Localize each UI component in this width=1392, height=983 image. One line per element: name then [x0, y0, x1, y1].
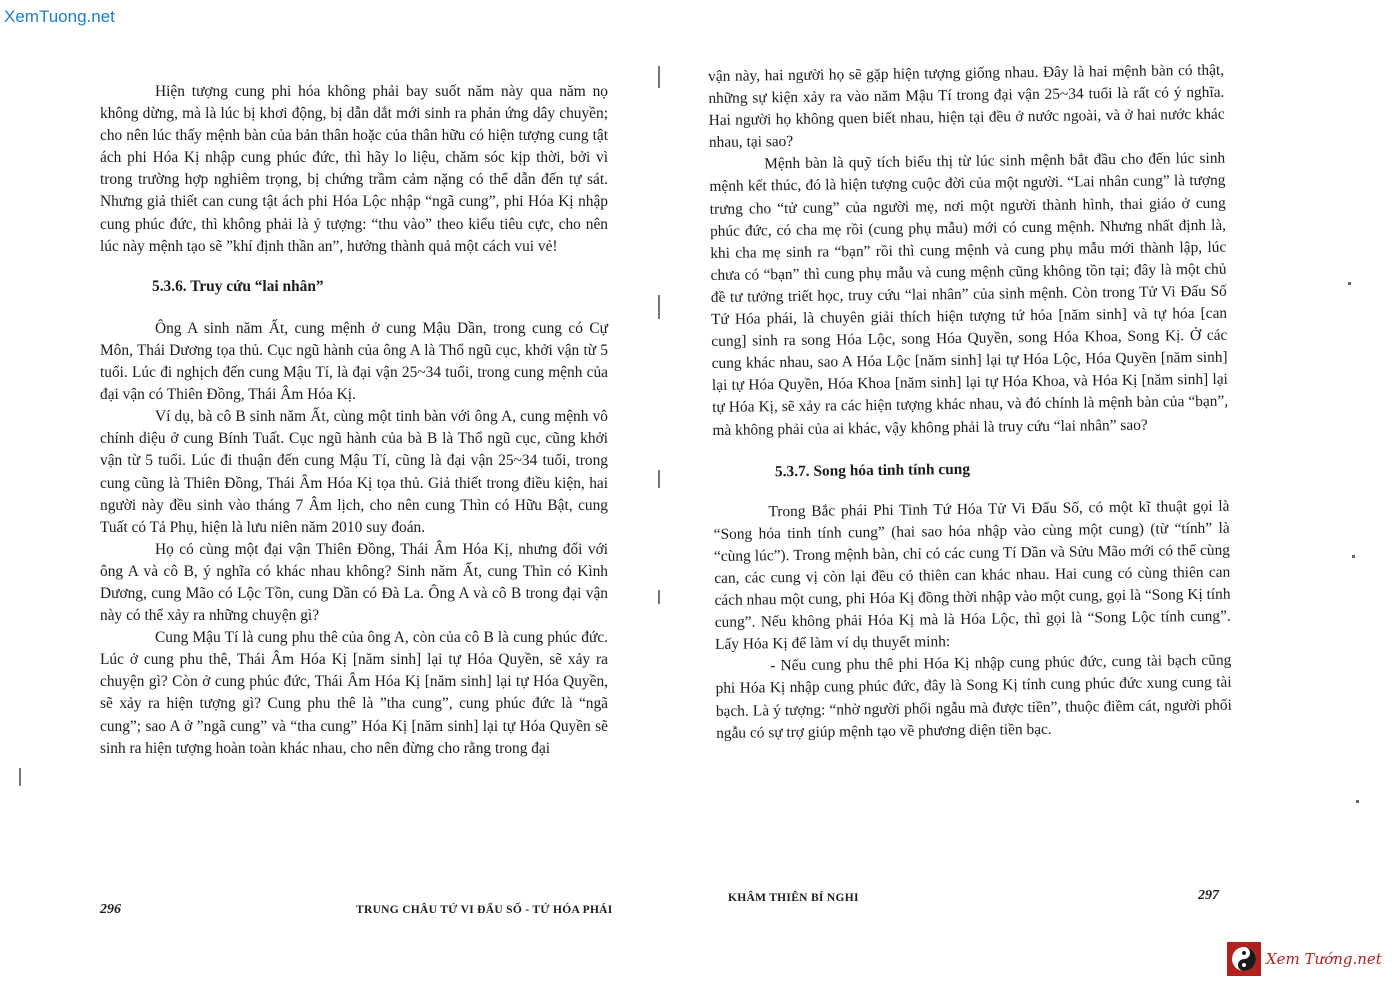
scan-speck	[1356, 800, 1359, 803]
right-paragraph-1: Mệnh bàn là quỹ tích biểu thị từ lúc sinh mệnh bắt đầu cho đến lúc sinh mệnh kết thúc, đó là hiện tượng cuộc đời của một người. “Lai nhân cung” là tượng trưng cho “tử cung” của người mẹ, nơi một người thành hình, thai giáo ở cung phúc đức, có cha mẹ rồi (cung phụ mẫu) mới có cung mệnh. Nhưng nhất định là, khi cha mẹ sinh ra “bạn” rồi thì cung mệnh và cung phụ mẫu mới thành lập, lúc chưa có “bạn” thì cung phụ mẫu và cung mệnh cũng không tồn tại; đây là một chủ đề tư tưởng triết học, truy cứu “lai nhân” của sinh mệnh. Còn trong Tử Vi Đẩu Số Tứ Hóa phái, là chuyên giải thích hiện tượng tứ hóa [năm sinh] và tự hóa [can cung] sinh ra song Hóa Lộc, song Hóa Quyền, song Hóa Khoa, Song Kị. Ở các cung khác nhau, sao A Hóa Lộc [năm sinh] lại tự Hóa Lộc, Hóa Quyền [năm sinh] lại tự Hóa Quyền, Hóa Khoa [năm sinh] lại tự Hóa Khoa, và Hóa Kị [năm sinh] lại tự Hóa Kị, sẽ xảy ra các hiện tượng khác nhau, và đó chính là mệnh bàn của “bạn”, mà không phải của ai khác, vậy không phải là truy cứu “lai nhân” sao?	[709, 150, 1229, 439]
right-paragraph-2: Trong Bắc phái Phi Tinh Tứ Hóa Tử Vi Đẩu Số, có một kĩ thuật gọi là “Song hóa tinh tính cung” (hai sao hóa nhập vào cùng một cung) (từ “tính” là “cùng lúc”). Trong mệnh bàn, chỉ có các cung Tí Dần và Sửu Mão mới có thể cùng can, các cung vị còn lại đều có thiên can khác nhau. Hai cung có cùng thiên can cách nhau một cung, phi Hóa Kị đồng thời nhập vào một cung, gọi là “Song Kị tính cung”. Nếu không phải Hóa Kị mà là Hóa Lộc, thì gọi là “Song Lộc tính cung”. Lấy Hóa Kị để làm ví dụ thuyết minh:	[713, 497, 1231, 654]
left-paragraph-4: Cung Mậu Tí là cung phu thê của ông A, còn của cô B là cung phúc đức. Lúc ở cung phu thê, Thái Âm Hóa Kị [năm sinh] lại tự Hóa Quyền, sẽ xảy ra chuyện gì? Còn ở cung phúc đức, Thái Âm Hóa Kị [năm sinh] lại tự Hóa Quyền, sẽ xảy ra hiện tượng gì? Cung phu thê là ”tha cung”, cung phúc đức là “ngã cung”; sao A ở ”ngã cung” và “tha cung” Hóa Kị [năm sinh] lại tự Hóa Quyền sẽ sinh ra hiện tượng hoàn toàn khác nhau, cho nên đừng cho rằng trong đại	[100, 629, 608, 757]
site-logo[interactable]	[1227, 940, 1392, 978]
scan-speck	[1352, 555, 1355, 558]
gutter-scan-mark	[658, 66, 660, 88]
gutter-scan-mark	[658, 590, 660, 604]
left-paragraph-2: Ví dụ, bà cô B sinh năm Ất, cùng một tinh bàn với ông A, cung mệnh vô chính diệu ở cung Bính Tuất. Cục ngũ hành của bà B là Thổ ngũ cục, cũng khởi vận từ 5 tuổi. Lúc đi thuận đến cung Mậu Tí, cũng là đại vận 25~34 tuổi, trong cung cũng là Thiên Đồng, Thái Âm Hóa Kị tọa thủ. Giả thiết trong điều kiện, hai người này đều sinh vào tháng 7 Âm lịch, cho nên cung Thìn có Hữu Bật, cung Tuất có Tả Phụ, hiện là lưu niên năm 2010 suy đoán.	[100, 408, 608, 536]
site-watermark[interactable]: XemTuong.net	[4, 7, 115, 26]
logo-wordmark: Xem Tướng.net	[1266, 950, 1382, 968]
left-paragraph-3: Họ có cùng một đại vận Thiên Đồng, Thái Âm Hóa Kị, nhưng đối với ông A và cô B, ý nghĩa có khác nhau không? Sinh năm Ất, cung Thìn có Kình Dương, cung Mão có Lộc Tồn, cung Dần có Đà La. Ông A và cô B trong đại vận này có thể xảy ra những chuyện gì?	[100, 540, 608, 625]
left-page-number: 296	[100, 902, 121, 917]
section-heading-5-3-7: 5.3.7. Song hóa tinh tính cung	[774, 460, 971, 480]
section-heading-5-3-6: 5.3.6. Truy cứu “lai nhân”	[152, 277, 324, 295]
gutter-scan-mark	[658, 470, 660, 488]
gutter-scan-mark	[658, 295, 660, 319]
left-paragraph-1: Ông A sinh năm Ất, cung mệnh ở cung Mậu Dần, trong cung có Cự Môn, Thái Dương tọa thủ. Cục ngũ hành của ông A là Thổ ngũ cục, khởi vận từ 5 tuổi. Lúc đi nghịch đến cung Mậu Tí, là đại vận 25~34 tuổi, trong cung mệnh của đại vận có Thiên Đồng, Thái Âm Hóa Kị.	[100, 319, 608, 404]
right-paragraph-3: - Nếu cung phu thê phi Hóa Kị nhập cung phúc đức, cung tài bạch cũng phi Hóa Kị nhập cung phúc đức, đây là Song Kị tính cung phúc đức xung cung tài bạch. Là ý tượng: “nhờ người phối ngẫu mà được tiền”, thuộc điềm cát, người phối ngẫu có sự trợ giúp mệnh tạo về phương diện tiền bạc.	[715, 651, 1232, 742]
right-page-number: 297	[1198, 888, 1219, 903]
right-paragraph-continued: vận này, hai người họ sẽ gặp hiện tượng giống nhau. Đây là hai mệnh bàn có thật, những sự kiện xảy ra vào năm Mậu Tí trong đại vận 25~34 tuổi là rất có ý nghĩa. Hai người họ không quen biết nhau, hiện tại đều ở nước ngoài, và ở hai nước khác nhau, tại sao?	[708, 61, 1225, 152]
left-running-title: TRUNG CHÂU TỨ VI ĐẨU SỐ - TỨ HÓA PHÁI	[356, 904, 613, 916]
left-paragraph-intro: Hiện tượng cung phi hóa không phải bay suốt năm này qua năm nọ không dừng, mà là lúc bị khơi động, bị dẫn dắt mới sinh ra phản ứng dây chuyền; cho nên lúc thấy mệnh bàn của bản thân hoặc của thân hữu có hiện tượng cung tật ách phi Hóa Kị nhập cung phúc đức, thì hãy lo liệu, chăm sóc kịp thời, bởi vì trong trường hợp nghiêm trọng, bị chứng trầm cảm nặng có thể dẫn đến tự sát. Nhưng giả thiết can cung tật ách phi Hóa Lộc nhập “ngã cung”, phi Hóa Kị nhập cung phúc đức, thì không phải là ý tượng: “thu vào” theo kiểu tiêu cực, cho nên lúc này mệnh tạo sẽ ”khí định thần an”, hưởng thành quả một cách vui vẻ!	[100, 83, 608, 255]
right-running-title: KHÂM THIÊN BÍ NGHI	[728, 892, 859, 904]
edge-scan-mark	[19, 768, 21, 786]
left-page	[100, 81, 608, 760]
right-page	[708, 60, 1232, 745]
scan-speck	[1348, 282, 1351, 285]
yin-yang-icon	[1227, 942, 1261, 976]
